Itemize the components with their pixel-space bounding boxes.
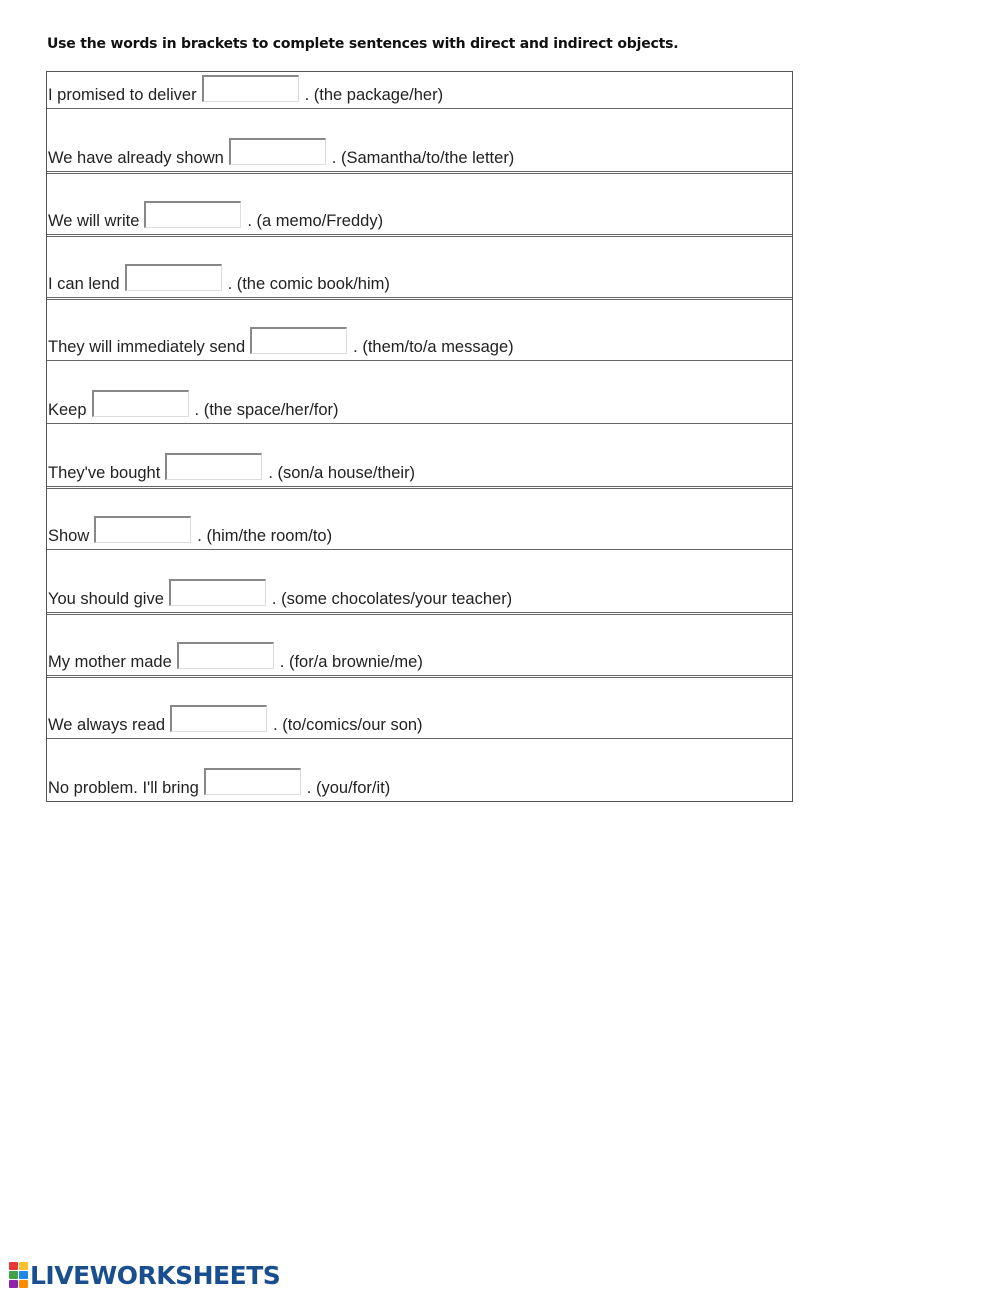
sentence-suffix: . (a memo/Freddy) [247,212,384,230]
sentence-prefix: My mother made [48,653,172,671]
sentence-prefix: They will immediately send [48,338,246,356]
answer-input[interactable] [165,453,262,480]
exercise-row [47,738,792,801]
logo-text: LIVEWORKSHEETS [30,1260,281,1290]
exercise-row [47,297,792,360]
worksheet-instructions: Use the words in brackets to complete sentences with direct and indirect objects. [47,36,679,52]
answer-input[interactable] [144,201,241,228]
exercise-row [47,675,792,738]
logo-mark-icon [9,1262,28,1288]
logo-block [19,1280,28,1288]
sentence-prefix: I promised to deliver [48,86,197,104]
sentence-prefix: We will write [48,212,140,230]
answer-input[interactable] [250,327,347,354]
answer-input[interactable] [92,390,189,417]
sentence-suffix: . (some chocolates/your teacher) [271,590,513,608]
exercise-row [47,612,792,675]
exercise-row [47,486,792,549]
sentence-suffix: . (the space/her/for) [194,401,339,419]
exercise-row [47,360,792,423]
sentence-prefix: Show [48,527,90,545]
sentence-prefix: No problem. I'll bring [48,779,199,797]
sentence-prefix: You should give [48,590,164,608]
sentence-prefix: We have already shown [48,149,224,167]
logo-block [19,1262,28,1270]
sentence-suffix: . (you/for/it) [306,779,391,797]
answer-input[interactable] [170,705,267,732]
answer-input[interactable] [94,516,191,543]
exercise-table [46,71,793,802]
sentence-suffix: . (to/comics/our son) [273,716,423,734]
answer-input[interactable] [125,264,222,291]
exercise-row [47,108,792,171]
logo-block [9,1271,18,1279]
sentence-suffix: . (them/to/a message) [353,338,514,356]
sentence-prefix: Keep [48,401,87,419]
sentence-prefix: We always read [48,716,166,734]
sentence-suffix: . (Samantha/to/the letter) [331,149,515,167]
sentence-suffix: . (him/the room/to) [197,527,333,545]
answer-input[interactable] [229,138,326,165]
answer-input[interactable] [169,579,266,606]
logo-block [9,1280,18,1288]
liveworksheets-logo [9,1262,280,1288]
sentence-suffix: . (for/a brownie/me) [279,653,423,671]
logo-block [9,1262,18,1270]
answer-input[interactable] [202,75,299,102]
exercise-row [47,549,792,612]
sentence-suffix: . (the package/her) [304,86,444,104]
logo-block [19,1271,28,1279]
sentence-suffix: . (the comic book/him) [227,275,390,293]
exercise-row [47,423,792,486]
sentence-prefix: I can lend [48,275,120,293]
exercise-row [47,72,792,108]
exercise-row [47,171,792,234]
sentence-prefix: They've bought [48,464,161,482]
answer-input[interactable] [177,642,274,669]
exercise-row [47,234,792,297]
answer-input[interactable] [204,768,301,795]
sentence-suffix: . (son/a house/their) [268,464,416,482]
